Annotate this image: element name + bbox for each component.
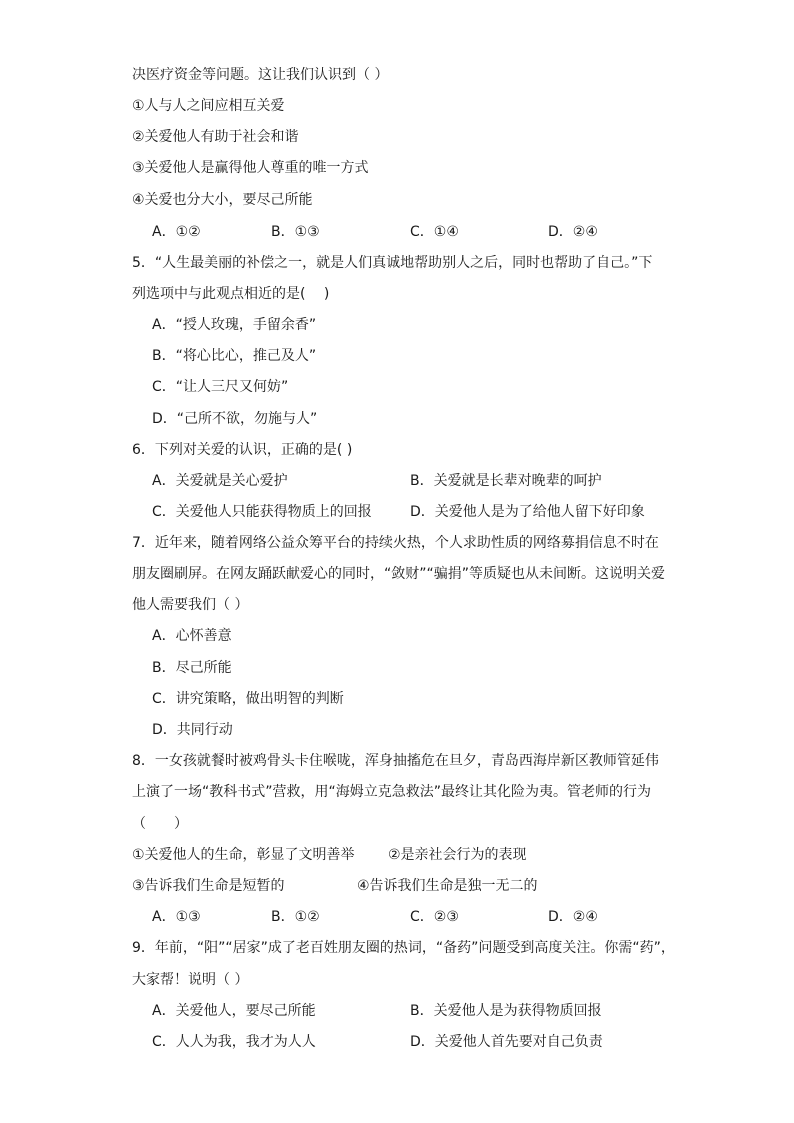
q5-stem-line-2: 列选项中与此观点相近的是( ) [132,286,330,302]
q8-option-d: D．②④ [548,909,598,925]
q8-item-2: ②是亲社会行为的表现 [388,847,527,863]
q4-item-4: ④关爱也分大小，要尽己所能 [132,192,313,208]
q4-option-c: C．①④ [410,224,459,240]
q9-stem-line-1: 9．年前，“阳”“居家”成了老百姓朋友圈的热词，“备药”问题受到高度关注。你需“药”， [132,940,675,956]
q9-option-a: A．关爱他人，要尽己所能 [152,1003,316,1019]
q7-stem-line-2: 朋友圈刷屏。在网友踊跃献爱心的同时，“敛财”“骗捐”等质疑也从未间断。这说明关爱 [132,566,666,582]
q7-option-b: B．尽己所能 [152,660,232,676]
q4-item-1: ①人与人之间应相互关爱 [132,98,285,114]
q6-option-a: A．关爱就是关心爱护 [152,473,288,489]
q8-stem-line-2: 上演了一场“教科书式”营救，用“海姆立克急救法”最终让其化险为夷。管老师的行为 [132,784,652,800]
q6-option-b: B．关爱就是长辈对晚辈的呵护 [410,473,602,489]
q8-stem-line-3: （ ） [132,816,188,832]
q7-option-a: A．心怀善意 [152,628,232,644]
q4-item-3: ③关爱他人是赢得他人尊重的唯一方式 [132,160,369,176]
q5-stem-line-1: 5．“人生最美丽的补偿之一，就是人们真诚地帮助别人之后，同时也帮助了自己。”下 [132,255,653,271]
q9-option-b: B．关爱他人是为获得物质回报 [410,1003,602,1019]
q8-option-a: A．①③ [152,909,201,925]
q8-item-4: ④告诉我们生命是独一无二的 [357,878,538,894]
q6-option-c: C．关爱他人只能获得物质上的回报 [152,504,372,520]
q6-stem: 6．下列对关爱的认识，正确的是( ) [132,442,353,458]
q8-option-b: B．①② [271,909,320,925]
q5-option-a: A．“授人玫瑰，手留余香” [152,317,317,333]
q7-stem-line-1: 7．近年来，随着网络公益众筹平台的持续火热，个人求助性质的网络募捐信息不时在 [132,535,659,551]
q4-option-d: D．②④ [548,224,598,240]
q6-option-d: D．关爱他人是为了给他人留下好印象 [410,504,645,520]
q4-option-a: A．①② [152,224,201,240]
q5-option-c: C．“让人三尺又何妨” [152,379,289,395]
q4-stem-tail: 决医疗资金等问题。这让我们认识到（ ） [132,67,389,83]
q7-option-d: D．共同行动 [152,722,233,738]
q4-option-b: B．①③ [271,224,320,240]
q8-item-3: ③告诉我们生命是短暂的 [132,878,285,894]
q7-option-c: C．讲究策略，做出明智的判断 [152,691,344,707]
q7-stem-line-3: 他人需要我们（ ） [132,597,249,613]
q8-item-1: ①关爱他人的生命，彰显了文明善举 [132,847,355,863]
q5-option-b: B．“将心比心，推己及人” [152,348,317,364]
q9-stem-line-2: 大家帮！说明（ ） [132,972,249,988]
q8-option-c: C．②③ [410,909,459,925]
q4-item-2: ②关爱他人有助于社会和谐 [132,129,299,145]
q8-stem-line-1: 8．一女孩就餐时被鸡骨头卡住喉咙，浑身抽搐危在旦夕，青岛西海岸新区教师管延伟 [132,753,659,769]
q5-option-d: D．“己所不欲，勿施与人” [152,411,318,427]
q9-option-d: D．关爱他人首先要对自己负责 [410,1034,603,1050]
q9-option-c: C．人人为我，我才为人人 [152,1034,316,1050]
